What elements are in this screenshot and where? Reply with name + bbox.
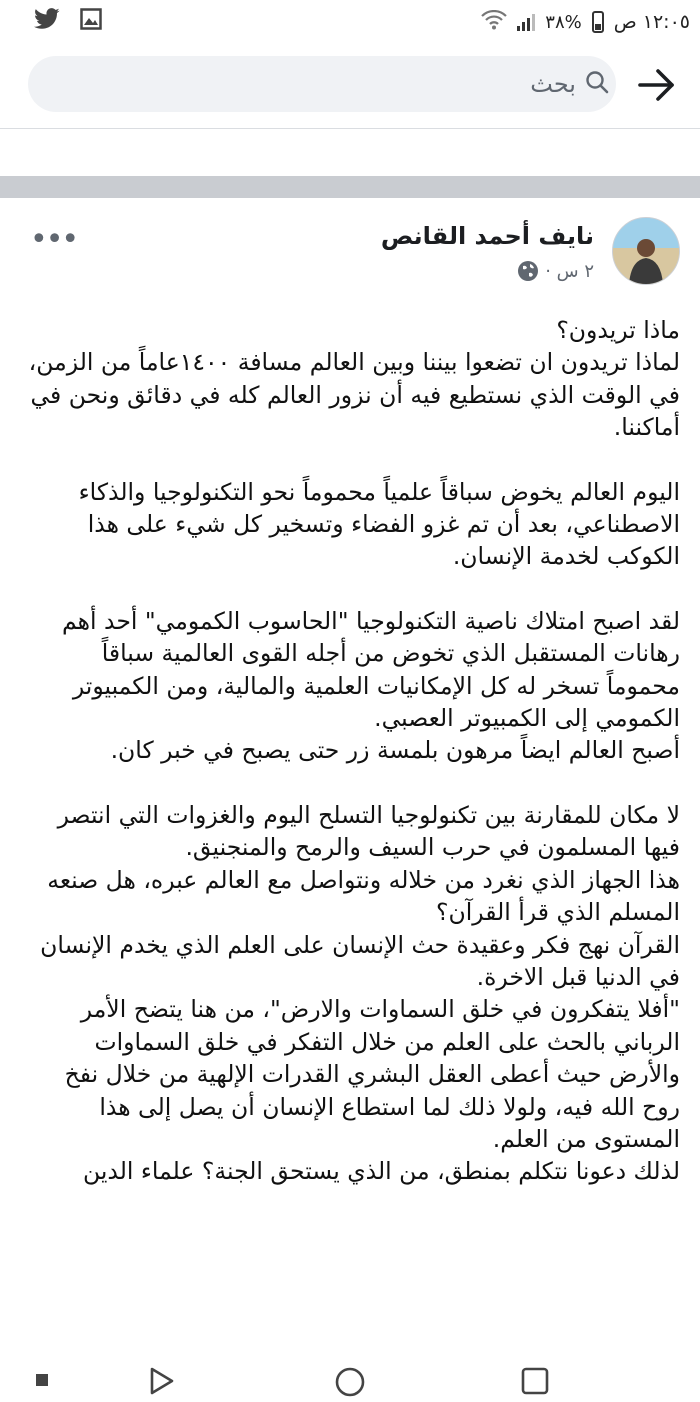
post-paragraph: هذا الجهاز الذي نغرد من خلاله ونتواصل مع العالم عبره، هل صنعه المسلم الذي قرأ القرآن؟	[47, 865, 680, 927]
search-bar	[0, 50, 700, 120]
forward-arrow-icon[interactable]	[638, 68, 676, 106]
author-name[interactable]: نايف أحمد القانص	[380, 222, 594, 250]
paragraph-gap	[22, 444, 680, 476]
post-paragraph: لا مكان للمقارنة بين تكنولوجيا التسلح اليوم والغزوات التي انتصر فيها المسلمون في حرب السيف والرمح والمنجنيق.	[57, 800, 680, 862]
post-paragraph: ماذا تريدون؟	[556, 316, 680, 344]
post-paragraph: لذلك دعونا نتكلم بمنطق، من الذي يستحق الجنة؟ علماء الدين	[82, 1157, 680, 1186]
avatar[interactable]	[612, 217, 680, 285]
battery-percent: ٣٨%	[545, 11, 582, 33]
more-options-icon[interactable]: •••	[30, 222, 78, 257]
globe-icon	[517, 260, 539, 282]
paragraph-gap	[22, 573, 680, 605]
post-header	[0, 200, 700, 300]
wifi-icon	[481, 10, 507, 35]
divider	[0, 128, 700, 129]
recents-square-icon[interactable]	[520, 1366, 550, 1400]
status-time: ١٢:٠٥ ص	[613, 11, 690, 33]
battery-icon	[592, 11, 604, 33]
search-placeholder: بحث	[530, 70, 576, 98]
play-back-icon[interactable]	[148, 1366, 176, 1400]
paragraph-gap	[22, 767, 680, 799]
twitter-icon	[34, 8, 60, 30]
post-time[interactable]: ٢ س ·	[545, 260, 594, 282]
post-paragraph: لقد اصبح امتلاك ناصية التكنولوجيا "الحاسوب الكمومي" أحد أهم رهانات المستقبل الذي تخوض من أجله القوى العالمية سباقاً محموماً تسخر له كل الإمكانيات العلمية والمالية، ومن الكمبيوتر الكمومي إلى الكمبيوتر العصبي.	[61, 606, 680, 733]
post-text	[22, 314, 680, 1188]
post-paragraph: اليوم العالم يخوض سباقاً علمياً محموماً نحو التكنولوجيا والذكاء الاصطناعي، بعد أن تم غزو الفضاء وتسخير كل شيء على هذا الكوكب لخدمة الإنسان.	[78, 477, 680, 571]
post-paragraph: القرآن نهج فكر وعقيدة حث الإنسان على العلم الذي يخدم الإنسان في الدنيا قبل الاخرة.	[40, 930, 680, 991]
post-paragraph: أصبح العالم ايضاً مرهون بلمسة زر حتى يصبح في خبر كان.	[110, 736, 680, 765]
signal-icon	[517, 13, 535, 31]
post-meta	[517, 260, 594, 282]
search-icon	[584, 69, 610, 99]
home-circle-icon[interactable]	[334, 1366, 366, 1402]
post-paragraph: "أفلا يتفكرون في خلق السماوات والارض"، من هنا يتضح الأمر الرباني بالحث على العلم من خلال التفكر في خلق السماوات والأرض حيث أعطى العقل البشري القدرات الإلهية من خلال نفخ روح الله فيه، ولولا ذلك لما استطاع الإنسان أن يصل إلى هذا المستوى من العلم.	[64, 995, 680, 1153]
square-small-icon[interactable]	[34, 1372, 50, 1392]
status-bar	[0, 0, 700, 44]
post-paragraph: لماذا تريدون ان تضعوا بيننا وبين العالم مسافة ١٤٠٠عاماً من الزمن، في الوقت الذي نستطيع فيه أن نزور العالم كله في دقائق ونحن في أماكننا.	[28, 348, 680, 442]
system-nav-bar	[0, 1360, 700, 1400]
feed-separator	[0, 176, 700, 198]
gallery-icon	[80, 8, 102, 30]
search-input[interactable]	[28, 56, 616, 112]
